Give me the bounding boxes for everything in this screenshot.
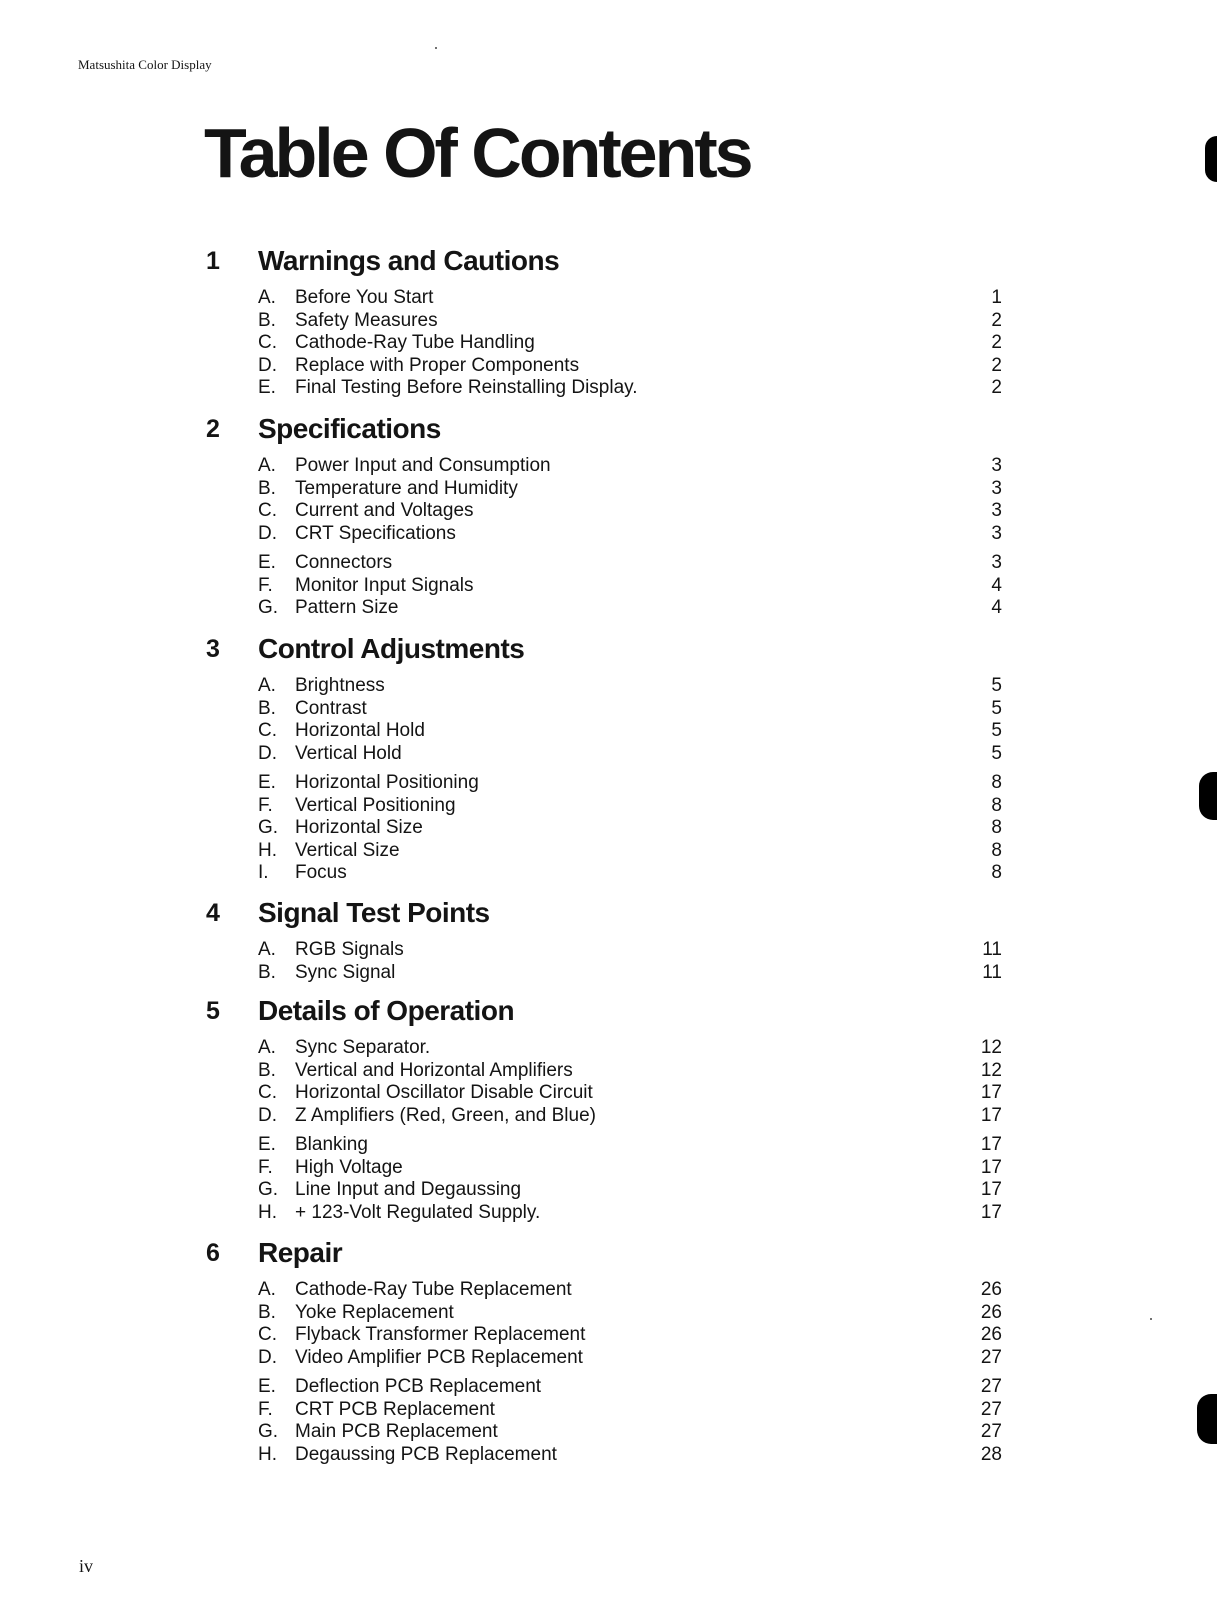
entry-page-number: 17 <box>980 1134 1002 1155</box>
toc-entry <box>0 1347 1217 1370</box>
toc-chapter <box>0 1236 1217 1466</box>
entry-letter: D. <box>258 354 277 376</box>
entry-letter: H. <box>258 1201 277 1223</box>
entry-group <box>0 1134 1217 1224</box>
entry-leader <box>295 1157 947 1179</box>
chapter-title: Signal Test Points <box>258 897 490 928</box>
entry-letter: F. <box>258 794 273 816</box>
entry-title: + 123-Volt Regulated Supply. <box>295 1202 544 1223</box>
entry-letter: A. <box>258 455 276 476</box>
toc-entry <box>0 355 1217 378</box>
entry-title: Before You Start <box>295 287 437 308</box>
entry-letter: C. <box>258 720 277 741</box>
toc-entry <box>0 962 1217 985</box>
entry-leader <box>295 720 947 742</box>
entry-title: Monitor Input Signals <box>295 575 478 596</box>
entry-leader <box>295 500 947 522</box>
entry-title: Horizontal Positioning <box>295 772 483 793</box>
entry-page-number: 27 <box>980 1421 1002 1442</box>
entry-letter: A. <box>258 1037 276 1058</box>
toc-entry <box>0 1134 1217 1157</box>
entry-title: Power Input and Consumption <box>295 455 555 476</box>
chapter-heading <box>0 244 1217 284</box>
entry-leader <box>295 862 947 884</box>
chapter-heading <box>0 896 1217 936</box>
entry-title: Z Amplifiers (Red, Green, and Blue) <box>295 1105 600 1126</box>
entry-page-number: 8 <box>991 839 1002 861</box>
entry-letter: F. <box>258 1156 273 1178</box>
toc-entry <box>0 1157 1217 1180</box>
entry-leader <box>295 355 947 377</box>
entry-letter: B. <box>258 309 276 331</box>
entry-leader <box>295 939 947 961</box>
entry-letter: D. <box>258 1346 277 1368</box>
entry-title: Deflection PCB Replacement <box>295 1376 545 1397</box>
entry-title: Cathode-Ray Tube Handling <box>295 332 539 353</box>
entry-leader <box>295 1421 947 1443</box>
chapter-number: 5 <box>206 997 220 1025</box>
entry-letter: B. <box>258 1059 276 1081</box>
toc-entry <box>0 1302 1217 1325</box>
entry-page-number: 17 <box>980 1156 1002 1178</box>
entry-title: Connectors <box>295 552 396 573</box>
entry-page-number: 17 <box>980 1201 1002 1223</box>
chapter-number: 4 <box>206 899 220 927</box>
entry-letter: H. <box>258 1443 277 1465</box>
entry-leader <box>295 1347 947 1369</box>
chapter-heading <box>0 632 1217 672</box>
chapter-number: 6 <box>206 1239 220 1267</box>
toc-chapter <box>0 244 1217 400</box>
entry-leader <box>295 377 947 399</box>
toc-entry <box>0 332 1217 355</box>
entry-page-number: 11 <box>982 961 1002 983</box>
entry-leader <box>295 1179 947 1201</box>
entry-letter: A. <box>258 675 276 696</box>
entry-page-number: 12 <box>980 1059 1002 1081</box>
entry-title: Horizontal Size <box>295 817 427 838</box>
entry-page-number: 4 <box>991 574 1002 596</box>
entry-page-number: 5 <box>991 742 1002 764</box>
entry-page-number: 26 <box>980 1279 1002 1300</box>
entry-leader <box>295 1399 947 1421</box>
entry-letter: H. <box>258 839 277 861</box>
entry-leader <box>295 817 947 839</box>
entry-page-number: 27 <box>980 1398 1002 1420</box>
toc-entry <box>0 597 1217 620</box>
toc-entry <box>0 795 1217 818</box>
chapter-title: Specifications <box>258 413 441 444</box>
entry-leader <box>295 1037 947 1059</box>
toc-entry <box>0 1037 1217 1060</box>
entry-title: Cathode-Ray Tube Replacement <box>295 1279 576 1300</box>
entry-leader <box>295 1082 947 1104</box>
entry-title: Temperature and Humidity <box>295 478 522 499</box>
entry-page-number: 2 <box>991 332 1002 353</box>
running-head: Matsushita Color Display <box>78 57 212 72</box>
entry-title: Vertical Hold <box>295 743 406 764</box>
entry-letter: C. <box>258 500 277 521</box>
entry-letter: D. <box>258 522 277 544</box>
entry-group <box>0 675 1217 765</box>
toc-entry <box>0 939 1217 962</box>
toc-entry <box>0 698 1217 721</box>
entry-group <box>0 455 1217 545</box>
entry-page-number: 17 <box>980 1082 1002 1103</box>
entry-page-number: 3 <box>991 552 1002 573</box>
entry-title: Sync Signal <box>295 962 399 983</box>
entry-title: RGB Signals <box>295 939 408 960</box>
binder-tab-mark <box>1197 1394 1217 1444</box>
entry-page-number: 8 <box>991 862 1002 883</box>
toc-entry <box>0 455 1217 478</box>
entry-leader <box>295 1134 947 1156</box>
entry-title: Brightness <box>295 675 389 696</box>
entry-leader <box>295 1202 947 1224</box>
entry-leader <box>295 523 947 545</box>
entry-page-number: 8 <box>991 817 1002 838</box>
entry-leader <box>295 310 947 332</box>
entry-leader <box>295 1279 947 1301</box>
entry-letter: B. <box>258 477 276 499</box>
entry-letter: F. <box>258 574 273 596</box>
toc-entry <box>0 1202 1217 1225</box>
chapter-heading <box>0 1236 1217 1276</box>
entry-leader <box>295 840 947 862</box>
entry-leader <box>295 478 947 500</box>
entry-letter: G. <box>258 1421 279 1442</box>
entry-title: Focus <box>295 862 351 883</box>
toc-chapter <box>0 412 1217 620</box>
entry-letter: C. <box>258 1082 277 1103</box>
chapter-title: Control Adjustments <box>258 633 525 664</box>
toc-entry <box>0 772 1217 795</box>
entry-leader <box>295 1324 947 1346</box>
toc-entry <box>0 287 1217 310</box>
entry-page-number: 3 <box>991 477 1002 499</box>
entry-letter: F. <box>258 1398 273 1420</box>
entry-page-number: 26 <box>980 1301 1002 1323</box>
page-title: Table Of Contents <box>204 114 751 192</box>
toc-entry <box>0 1279 1217 1302</box>
toc-entry <box>0 1444 1217 1467</box>
entry-letter: E. <box>258 552 276 573</box>
entry-group <box>0 287 1217 400</box>
chapter-number: 3 <box>206 635 220 663</box>
entry-title: Current and Voltages <box>295 500 478 521</box>
entry-title: Contrast <box>295 698 371 719</box>
entry-page-number: 28 <box>980 1443 1002 1465</box>
toc-entry <box>0 675 1217 698</box>
entry-page-number: 2 <box>991 309 1002 331</box>
entry-title: Horizontal Hold <box>295 720 429 741</box>
entry-group <box>0 939 1217 984</box>
entry-title: Degaussing PCB Replacement <box>295 1444 561 1465</box>
entry-letter: A. <box>258 939 276 960</box>
entry-title: Blanking <box>295 1134 372 1155</box>
entry-title: CRT Specifications <box>295 523 460 544</box>
entry-letter: E. <box>258 1376 276 1397</box>
entry-leader <box>295 1105 947 1127</box>
entry-letter: G. <box>258 597 279 618</box>
entry-title: Vertical Positioning <box>295 795 460 816</box>
entry-title: Pattern Size <box>295 597 403 618</box>
toc-entry <box>0 1399 1217 1422</box>
binder-tab-mark <box>1205 136 1217 182</box>
scan-speck <box>1150 1318 1152 1320</box>
entry-title: Video Amplifier PCB Replacement <box>295 1347 587 1368</box>
entry-letter: E. <box>258 1134 276 1155</box>
entry-leader <box>295 962 947 984</box>
entry-page-number: 5 <box>991 675 1002 696</box>
toc-entry <box>0 1324 1217 1347</box>
toc-entry <box>0 575 1217 598</box>
entry-page-number: 11 <box>982 939 1002 960</box>
entry-letter: B. <box>258 1301 276 1323</box>
entry-letter: A. <box>258 287 276 308</box>
entry-page-number: 5 <box>991 697 1002 719</box>
entry-page-number: 12 <box>980 1037 1002 1058</box>
entry-title: Safety Measures <box>295 310 442 331</box>
entry-page-number: 26 <box>980 1324 1002 1345</box>
entry-page-number: 3 <box>991 522 1002 544</box>
entry-group <box>0 1037 1217 1127</box>
entry-leader <box>295 597 947 619</box>
entry-letter: I. <box>258 862 269 883</box>
toc-entry <box>0 1082 1217 1105</box>
toc-entry <box>0 743 1217 766</box>
scan-speck <box>435 47 437 49</box>
page-folio: iv <box>79 1556 94 1576</box>
entry-page-number: 27 <box>980 1346 1002 1368</box>
entry-letter: G. <box>258 1179 279 1200</box>
entry-letter: E. <box>258 772 276 793</box>
toc-chapter <box>0 994 1217 1224</box>
entry-page-number: 8 <box>991 772 1002 793</box>
chapter-title: Warnings and Cautions <box>258 245 560 276</box>
entry-title: Replace with Proper Components <box>295 355 583 376</box>
entry-page-number: 2 <box>991 377 1002 398</box>
entry-letter: E. <box>258 377 276 398</box>
entry-page-number: 1 <box>991 287 1002 308</box>
entry-title: Horizontal Oscillator Disable Circuit <box>295 1082 597 1103</box>
entry-letter: A. <box>258 1279 276 1300</box>
toc-entry <box>0 478 1217 501</box>
entry-leader <box>295 287 947 309</box>
entry-letter: D. <box>258 742 277 764</box>
entry-letter: B. <box>258 697 276 719</box>
entry-title: High Voltage <box>295 1157 407 1178</box>
toc-entry <box>0 523 1217 546</box>
toc-entry <box>0 862 1217 885</box>
toc-entry <box>0 1376 1217 1399</box>
entry-title: Vertical and Horizontal Amplifiers <box>295 1060 577 1081</box>
entry-title: Yoke Replacement <box>295 1302 458 1323</box>
entry-title: Line Input and Degaussing <box>295 1179 525 1200</box>
entry-page-number: 2 <box>991 354 1002 376</box>
entry-page-number: 3 <box>991 455 1002 476</box>
entry-page-number: 4 <box>991 597 1002 618</box>
entry-letter: B. <box>258 961 276 983</box>
entry-leader <box>295 675 947 697</box>
entry-leader <box>295 743 947 765</box>
entry-group <box>0 1279 1217 1369</box>
entry-leader <box>295 455 947 477</box>
entry-leader <box>295 332 947 354</box>
entry-leader <box>295 575 947 597</box>
entry-leader <box>295 698 947 720</box>
toc-entry <box>0 840 1217 863</box>
toc-entry <box>0 1421 1217 1444</box>
entry-page-number: 17 <box>980 1179 1002 1200</box>
toc-entry <box>0 500 1217 523</box>
entry-group <box>0 1376 1217 1466</box>
toc-entry <box>0 1105 1217 1128</box>
binder-tab-mark <box>1199 772 1217 820</box>
entry-page-number: 27 <box>980 1376 1002 1397</box>
entry-title: Main PCB Replacement <box>295 1421 502 1442</box>
toc-chapter <box>0 896 1217 984</box>
toc-entry <box>0 1060 1217 1083</box>
entry-page-number: 3 <box>991 500 1002 521</box>
chapter-title: Details of Operation <box>258 995 515 1026</box>
entry-title: CRT PCB Replacement <box>295 1399 499 1420</box>
toc-entry <box>0 377 1217 400</box>
toc-entry <box>0 552 1217 575</box>
chapter-title: Repair <box>258 1237 343 1268</box>
entry-leader <box>295 1302 947 1324</box>
entry-letter: G. <box>258 817 279 838</box>
toc-entry <box>0 1179 1217 1202</box>
toc-entry <box>0 310 1217 333</box>
entry-title: Flyback Transformer Replacement <box>295 1324 589 1345</box>
entry-leader <box>295 1444 947 1466</box>
chapter-heading <box>0 994 1217 1034</box>
entry-leader <box>295 552 947 574</box>
chapter-number: 2 <box>206 415 220 443</box>
entry-letter: C. <box>258 1324 277 1345</box>
entry-page-number: 5 <box>991 720 1002 741</box>
entry-group <box>0 772 1217 885</box>
entry-page-number: 17 <box>980 1104 1002 1126</box>
chapter-number: 1 <box>206 247 220 275</box>
entry-group <box>0 552 1217 620</box>
entry-page-number: 8 <box>991 794 1002 816</box>
entry-title: Final Testing Before Reinstalling Display. <box>295 377 642 398</box>
entry-letter: C. <box>258 332 277 353</box>
entry-letter: D. <box>258 1104 277 1126</box>
entry-leader <box>295 795 947 817</box>
toc-chapter <box>0 632 1217 885</box>
entry-title: Vertical Size <box>295 840 404 861</box>
toc-entry <box>0 720 1217 743</box>
entry-leader <box>295 1376 947 1398</box>
toc-entry <box>0 817 1217 840</box>
chapter-heading <box>0 412 1217 452</box>
entry-leader <box>295 772 947 794</box>
entry-title: Sync Separator. <box>295 1037 434 1058</box>
entry-leader <box>295 1060 947 1082</box>
